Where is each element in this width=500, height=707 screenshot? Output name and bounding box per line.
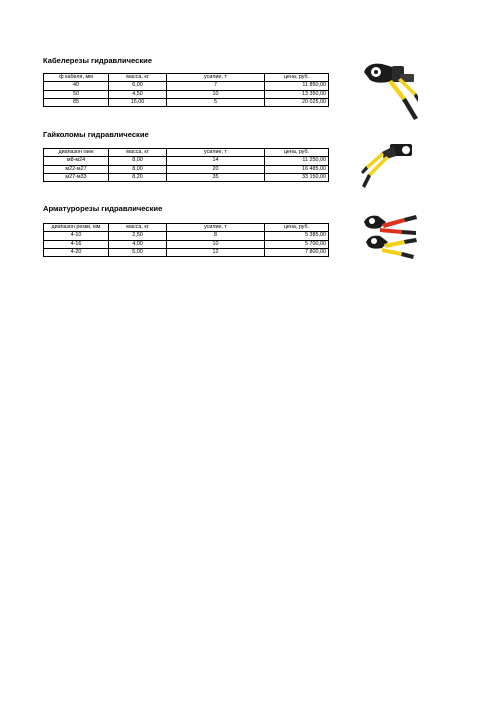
table-cell: 50 bbox=[44, 90, 109, 98]
table-cell: 4,50 bbox=[109, 90, 167, 98]
table-row bbox=[44, 240, 329, 248]
table-row bbox=[44, 173, 329, 181]
table-cell: 40 bbox=[44, 82, 109, 90]
table-row bbox=[44, 157, 329, 165]
table-cell: 7 800,00 bbox=[265, 248, 329, 256]
column-header: цена, руб. bbox=[265, 74, 329, 82]
table-cell: 8,20 bbox=[109, 173, 167, 181]
table-row bbox=[44, 90, 329, 98]
table-cell: 35 bbox=[167, 173, 265, 181]
column-header: масса, кг bbox=[109, 74, 167, 82]
table-cell: 11 850,00 bbox=[265, 82, 329, 90]
table-cell: м8-м24 bbox=[44, 157, 109, 165]
table-cell: 85 bbox=[44, 98, 109, 106]
table-cell: 5 385,00 bbox=[265, 232, 329, 240]
table-row bbox=[44, 248, 329, 256]
table-cell: 8,00 bbox=[109, 157, 167, 165]
table-cell: 10 bbox=[167, 90, 265, 98]
table-header-row bbox=[44, 224, 329, 232]
column-header: усилие, т bbox=[167, 74, 265, 82]
table-header-row bbox=[44, 149, 329, 157]
table-row bbox=[44, 232, 329, 240]
table-cell: 33 150,00 bbox=[265, 173, 329, 181]
section-title: Кабелерезы гидравлические bbox=[43, 56, 153, 65]
table-cell: 4,00 bbox=[109, 240, 167, 248]
price-table bbox=[43, 223, 329, 257]
table-cell: 6,00 bbox=[109, 82, 167, 90]
table-cell: 20 bbox=[167, 165, 265, 173]
table-cell: м22-м27 bbox=[44, 165, 109, 173]
section-title: Арматурорезы гидравлические bbox=[43, 204, 163, 213]
table-cell: 8,00 bbox=[109, 165, 167, 173]
table-header-row bbox=[44, 74, 329, 82]
table-cell: 4-10 bbox=[44, 232, 109, 240]
table-row bbox=[44, 82, 329, 90]
table-cell: 16 485,00 bbox=[265, 165, 329, 173]
column-header: усилие, т bbox=[167, 224, 265, 232]
table-cell: 8 bbox=[167, 232, 265, 240]
section-title: Гайколомы гидравлические bbox=[43, 130, 149, 139]
table-cell: 15,00 bbox=[109, 98, 167, 106]
table-cell: 10 bbox=[167, 240, 265, 248]
table-cell: 11 250,00 bbox=[265, 157, 329, 165]
table-cell: м27-м33 bbox=[44, 173, 109, 181]
table-cell: 7 bbox=[167, 82, 265, 90]
table-row bbox=[44, 98, 329, 106]
column-header: ф кабеля, мм bbox=[44, 74, 109, 82]
hydraulic-rebar-cutter-photo bbox=[360, 212, 418, 262]
table-cell: 20 025,00 bbox=[265, 98, 329, 106]
column-header: цена, руб. bbox=[265, 224, 329, 232]
table-cell: 4-20 bbox=[44, 248, 109, 256]
table-cell: 13 350,00 bbox=[265, 90, 329, 98]
table-cell: 5 700,00 bbox=[265, 240, 329, 248]
hydraulic-cable-cutter-photo bbox=[358, 60, 418, 128]
column-header: диапазон резки, мм bbox=[44, 224, 109, 232]
column-header: цена, руб. bbox=[265, 149, 329, 157]
table-cell: 5,00 bbox=[109, 248, 167, 256]
hydraulic-nut-splitter-photo bbox=[360, 138, 418, 194]
column-header: масса, кг bbox=[109, 149, 167, 157]
table-cell: 2,50 bbox=[109, 232, 167, 240]
table-cell: 14 bbox=[167, 157, 265, 165]
table-cell: 12 bbox=[167, 248, 265, 256]
price-table bbox=[43, 73, 329, 107]
column-header: диапазон гаек bbox=[44, 149, 109, 157]
price-table bbox=[43, 148, 329, 182]
table-cell: 5 bbox=[167, 98, 265, 106]
table-cell: 4-16 bbox=[44, 240, 109, 248]
table-row bbox=[44, 165, 329, 173]
column-header: усилие, т bbox=[167, 149, 265, 157]
column-header: масса, кг bbox=[109, 224, 167, 232]
